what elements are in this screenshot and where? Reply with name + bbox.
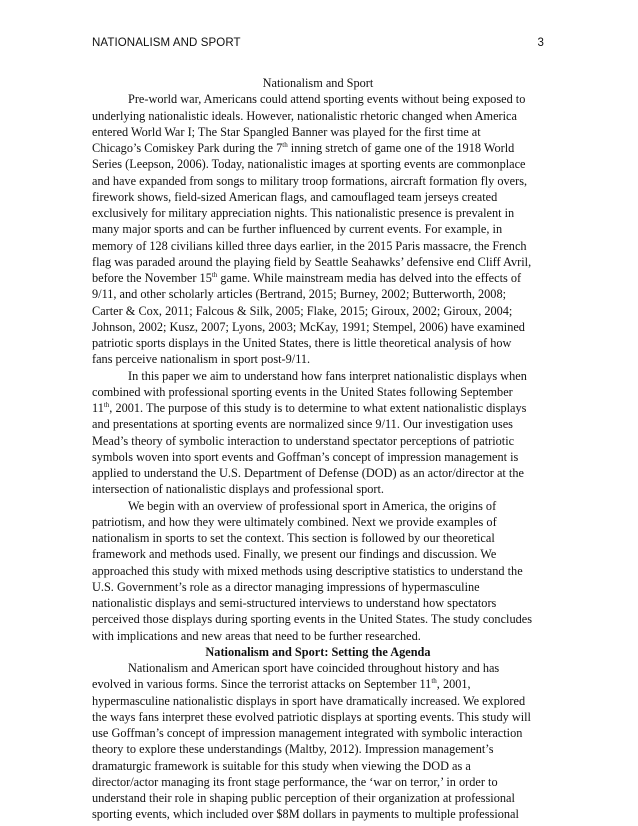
- text-line: entered World War I; The Star Spangled Banner was played for the first time at: [92, 124, 481, 139]
- text-line: Chicago’s Comiskey Park during the 7th inning stretch of game one of the 1918 World: [92, 140, 515, 155]
- text-line: theory to explore these understandings (Maltby, 2012). Impression management’s: [92, 742, 494, 757]
- text-line: In this paper we aim to understand how fans interpret nationalistic displays when: [128, 368, 527, 383]
- text-line: Pre-world war, Americans could attend sporting events without being exposed to: [128, 92, 526, 107]
- text-line: approached this study with mixed methods using descriptive statistics to understand the: [92, 563, 523, 578]
- text-line: nationalism in sports to set the context. This section is followed by our theoretical: [92, 531, 495, 545]
- text-line: underlying nationalistic ideals. However, nationalistic rhetoric changed when America: [92, 108, 517, 123]
- text-line: sporting events, which included over $8M dollars in payments to multiple professional: [92, 807, 519, 822]
- text-line: memory of 128 civilians killed three days earlier, in the 2015 Paris massacre, the French: [92, 238, 527, 253]
- text-line: evolved in various forms. Since the terrorist attacks on September 11th, 2001,: [92, 677, 471, 692]
- text-line: the ways fans interpret these evolved patriotic displays at sporting events. This study will: [92, 709, 531, 724]
- text-line: applied to understand the U.S. Department of Defense (DOD) as an actor/director at the: [92, 466, 524, 480]
- text-line: intersection of nationalistic displays and professional sport.: [92, 482, 384, 497]
- text-line: flag was paraded around the playing field by Seattle Seahawks’ defensive end Cliff Avril,: [92, 254, 532, 269]
- superscript: th: [282, 140, 288, 149]
- superscript: th: [431, 677, 437, 686]
- superscript: th: [211, 270, 218, 279]
- text-line: Carter & Cox, 2011; Falcous & Silk, 2005; Flake, 2015; Giroux, 2002; Giroux, 2004;: [92, 303, 513, 318]
- text-line: patriotism, and how they were ultimately combined. Next we provide examples of: [92, 514, 497, 529]
- text-line: 9/11, and other scholarly articles (Bertrand, 2015; Burney, 2002; Butterworth, 2008;: [92, 287, 507, 302]
- text-line: director/actor managing its front stage performance, the ‘war on terror,’ in order to: [92, 774, 498, 789]
- superscript: th: [103, 400, 110, 409]
- text-line: many major sports and can be further influenced by current events. For example, in: [92, 222, 503, 237]
- text-line: and presentations at sporting events are normalized since 9/11. Our investigation uses: [92, 417, 513, 432]
- text-line: combined with professional sporting events in the United States following September: [92, 384, 513, 399]
- text-line: perceived those displays during sporting events in the United States. The study concludes: [92, 612, 532, 627]
- body-text: [92, 75, 544, 823]
- text-line: Nationalism and American sport have coincided throughout history and has: [128, 661, 500, 675]
- text-line: Mead’s theory of symbolic interaction to understand spectator perceptions of patriotic: [92, 433, 515, 448]
- text-line: fans perceive nationalism in sport post-9/11.: [92, 352, 311, 367]
- section-heading: Nationalism and Sport: Setting the Agenda: [205, 644, 431, 659]
- text-line: before the November 15th game. While mainstream media has delved into the effects of: [92, 270, 522, 285]
- paper-title: Nationalism and Sport: [262, 76, 374, 90]
- text-line: We begin with an overview of professional sport in America, the origins of: [128, 498, 497, 513]
- text-line: framework and methods used. Finally, we present our findings and discussion. We: [92, 547, 497, 562]
- text-line: dramaturgic framework is suitable for this study when viewing the DOD as a: [92, 758, 471, 773]
- text-line: patriotic sports displays in the United States, there is little theoretical analysis of how: [92, 336, 512, 350]
- text-line: Johnson, 2002; Kusz, 2007; Lyons, 2003; McKay, 1991; Stempel, 2006) have examined: [92, 319, 525, 334]
- text-line: 11th, 2001. The purpose of this study is to determine to what extent nationalistic displays: [92, 400, 527, 415]
- text-line: use Goffman’s concept of impression management integrated with symbolic interaction: [92, 726, 523, 740]
- text-line: understand their role in shaping public perception of their organization at professional: [92, 791, 515, 805]
- text-line: firework shows, field-sized American flags, and camouflaged team jerseys created: [92, 189, 498, 204]
- text-line: symbols woven into sport events and Goffman’s concept of impression management is: [92, 449, 519, 464]
- text-line: hypermasculine nationalistic displays in sport have dramatically increased. We explored: [92, 693, 526, 708]
- text-line: Series (Leepson, 2006). Today, nationalistic images at sporting events are commonplace: [92, 157, 526, 172]
- page-number: 3: [537, 37, 544, 49]
- text-line: and have expanded from songs to military troop formations, aircraft formation fly overs,: [92, 173, 528, 188]
- text-line: with implications and new areas that need to be further researched.: [92, 628, 421, 643]
- text-line: U.S. Government’s role as a director managing impressions of hypermasculine: [92, 579, 480, 594]
- text-line: exclusively for military appreciation nights. This nationalistic presence is prevalent in: [92, 206, 515, 220]
- text-line: nationalistic displays and semi-structured interviews to understand how spectators: [92, 596, 497, 610]
- running-head: [92, 37, 544, 49]
- running-title: NATIONALISM AND SPORT: [92, 37, 241, 49]
